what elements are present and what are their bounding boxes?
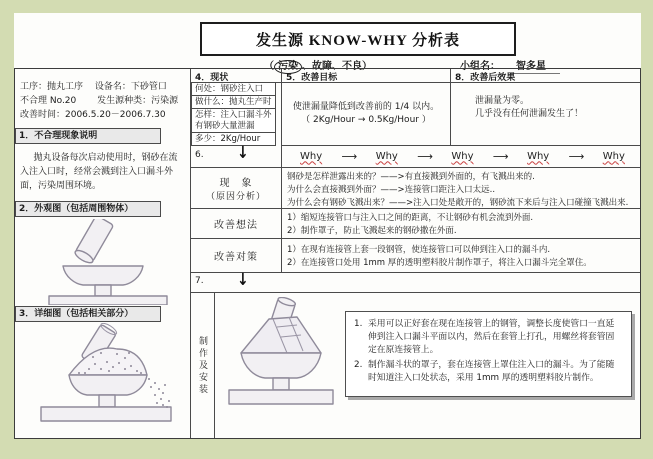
process-info-cell [15,69,191,128]
install-vertical-label: 制作及安装 [197,335,207,396]
arrow-right-icon: ⟶ [568,149,584,163]
category-rest: 、故障、不良） [302,61,372,72]
detail-sketch [19,323,187,436]
idea-line: 2）制作罩子，防止飞溅起来的钢砂撒在外面. [287,226,457,236]
arrow-right-icon: ⟶ [341,149,357,163]
idea-line: 1）缩短连接管口与注入口之间的距离，不让钢砂有机会流到外面. [287,213,534,223]
process-info-line: 工序：抛丸工序 设备名：下砂管口 [20,82,167,92]
team-label: 小组名： [460,61,500,72]
team-name: 智多星 [510,61,560,74]
section3-header: 3．详细图（包括相关部分） [15,306,161,322]
goal-line: （ 2Kg/Hour → 0.5Kg/Hour ） [301,115,431,125]
install-steps-box [345,311,632,397]
arrow-right-icon: ⟶ [417,149,432,163]
category-prefix: （ [264,61,274,72]
document-title-box [200,22,516,56]
why-label: Why [300,150,323,162]
install-step [354,318,623,358]
down-arrow-icon: ↓ [237,143,249,163]
status-where: 何处：钢砂注入口 [191,83,276,96]
phenomenon-line: 钢砂是怎样泄露出来的？——>有直接溅到外面的，有飞溅出来的. [287,172,535,182]
section8-header: 8．改善后效果 [451,69,640,83]
phenomenon-sublabel: （原因分析） [205,192,266,202]
idea-label-cell [191,209,282,239]
install-vertical-label-cell [191,292,215,438]
row6-left-frame [191,146,282,167]
effect-line: 几乎没有任何泄漏发生了！ [475,109,584,119]
status-column-frame [191,83,282,146]
section4-header: 4．现状 [191,69,282,83]
effect-line: 泄漏量为零。 [475,96,530,106]
status-what: 做什么：抛丸生产时 [191,96,276,109]
why-label: Why [602,150,625,162]
document-page [14,13,641,438]
process-info-line: 改善时间：2006.5.20－2006.7.30 [20,110,166,120]
why-label: Why [375,150,398,162]
install-step-number: 1. [354,319,363,329]
appearance-sketch [19,219,187,305]
arrow-right-icon: ⟶ [492,149,508,163]
measure-line: 1）在现有连接管上套一段钢管，使连接管口可以伸到注入口的漏斗内. [287,245,551,255]
idea-label: 改善想法 [214,220,258,231]
phenomenon-line: 为什么会直接溅到外面？——>连接管口距注入口太远.. [287,185,496,195]
down-arrow-icon: ↓ [237,270,249,290]
section1-description: 抛丸设备每次启动使用时，钢砂在流入注入口时，经常会溅到注入口漏斗外面，污染周围环境。 [20,153,178,191]
analysis-table [14,68,641,439]
why-label: Why [527,150,550,162]
document-title: 发生源 KNOW-WHY 分析表 [255,32,461,49]
phenomenon-label-cell [191,167,282,209]
section6-number: 6. [195,150,204,160]
status-howmuch: 多少：2Kg/Hour [191,133,276,146]
phenomenon-label: 现 象 [219,178,253,189]
phenomenon-line: 为什么会有钢砂飞溅出来？——>注入口处是敞开的，钢砂流下来后与注入口碰撞飞溅出来. [287,198,629,208]
install-step-number: 2. [354,359,363,370]
goal-cell [282,83,451,146]
section7-number: 7. [195,276,204,286]
why-chain [300,148,625,164]
section2-header: 2．外观图（包括周围物体） [15,201,161,217]
goal-line: 使泄漏量降低到改善前的 1/4 以内。 [292,102,440,112]
why-label: Why [451,150,474,162]
measure-label-cell [191,239,282,273]
category-circled-value: 污染 [274,60,302,74]
install-step-text: 采用可以正好套在现在连接管上的钢管，调整长度使管口一直延伸到注入口漏斗平面以内，然后在套管上打孔，用螺丝将套管固定在原连接管上。 [368,319,615,356]
section1-header: 1．不合理现象说明 [15,128,161,144]
section5-header: 5．改善目标 [282,69,451,83]
status-how: 怎样：注入口漏斗外有钢砂大量泄漏 [191,109,276,133]
process-info-line: 不合理 No.20 发生源种类：污染源 [20,96,179,106]
measure-content [282,239,640,273]
install-step [354,359,623,385]
phenomenon-content [282,167,640,209]
measure-label: 改善对策 [214,252,258,263]
effect-cell [451,83,640,146]
idea-content [282,209,640,239]
measure-line: 2）在连接管口处用 1mm 厚的透明塑料胶片制作罩子，将注入口漏斗完全罩住。 [287,258,592,268]
install-step-text: 制作漏斗状的罩子，套在连接管上罩住注入口的漏斗。为了能随时知道注入口处状态，采用 1mm 厚的透明塑料胶片制作。 [368,359,615,383]
improved-design-sketch [221,297,341,412]
